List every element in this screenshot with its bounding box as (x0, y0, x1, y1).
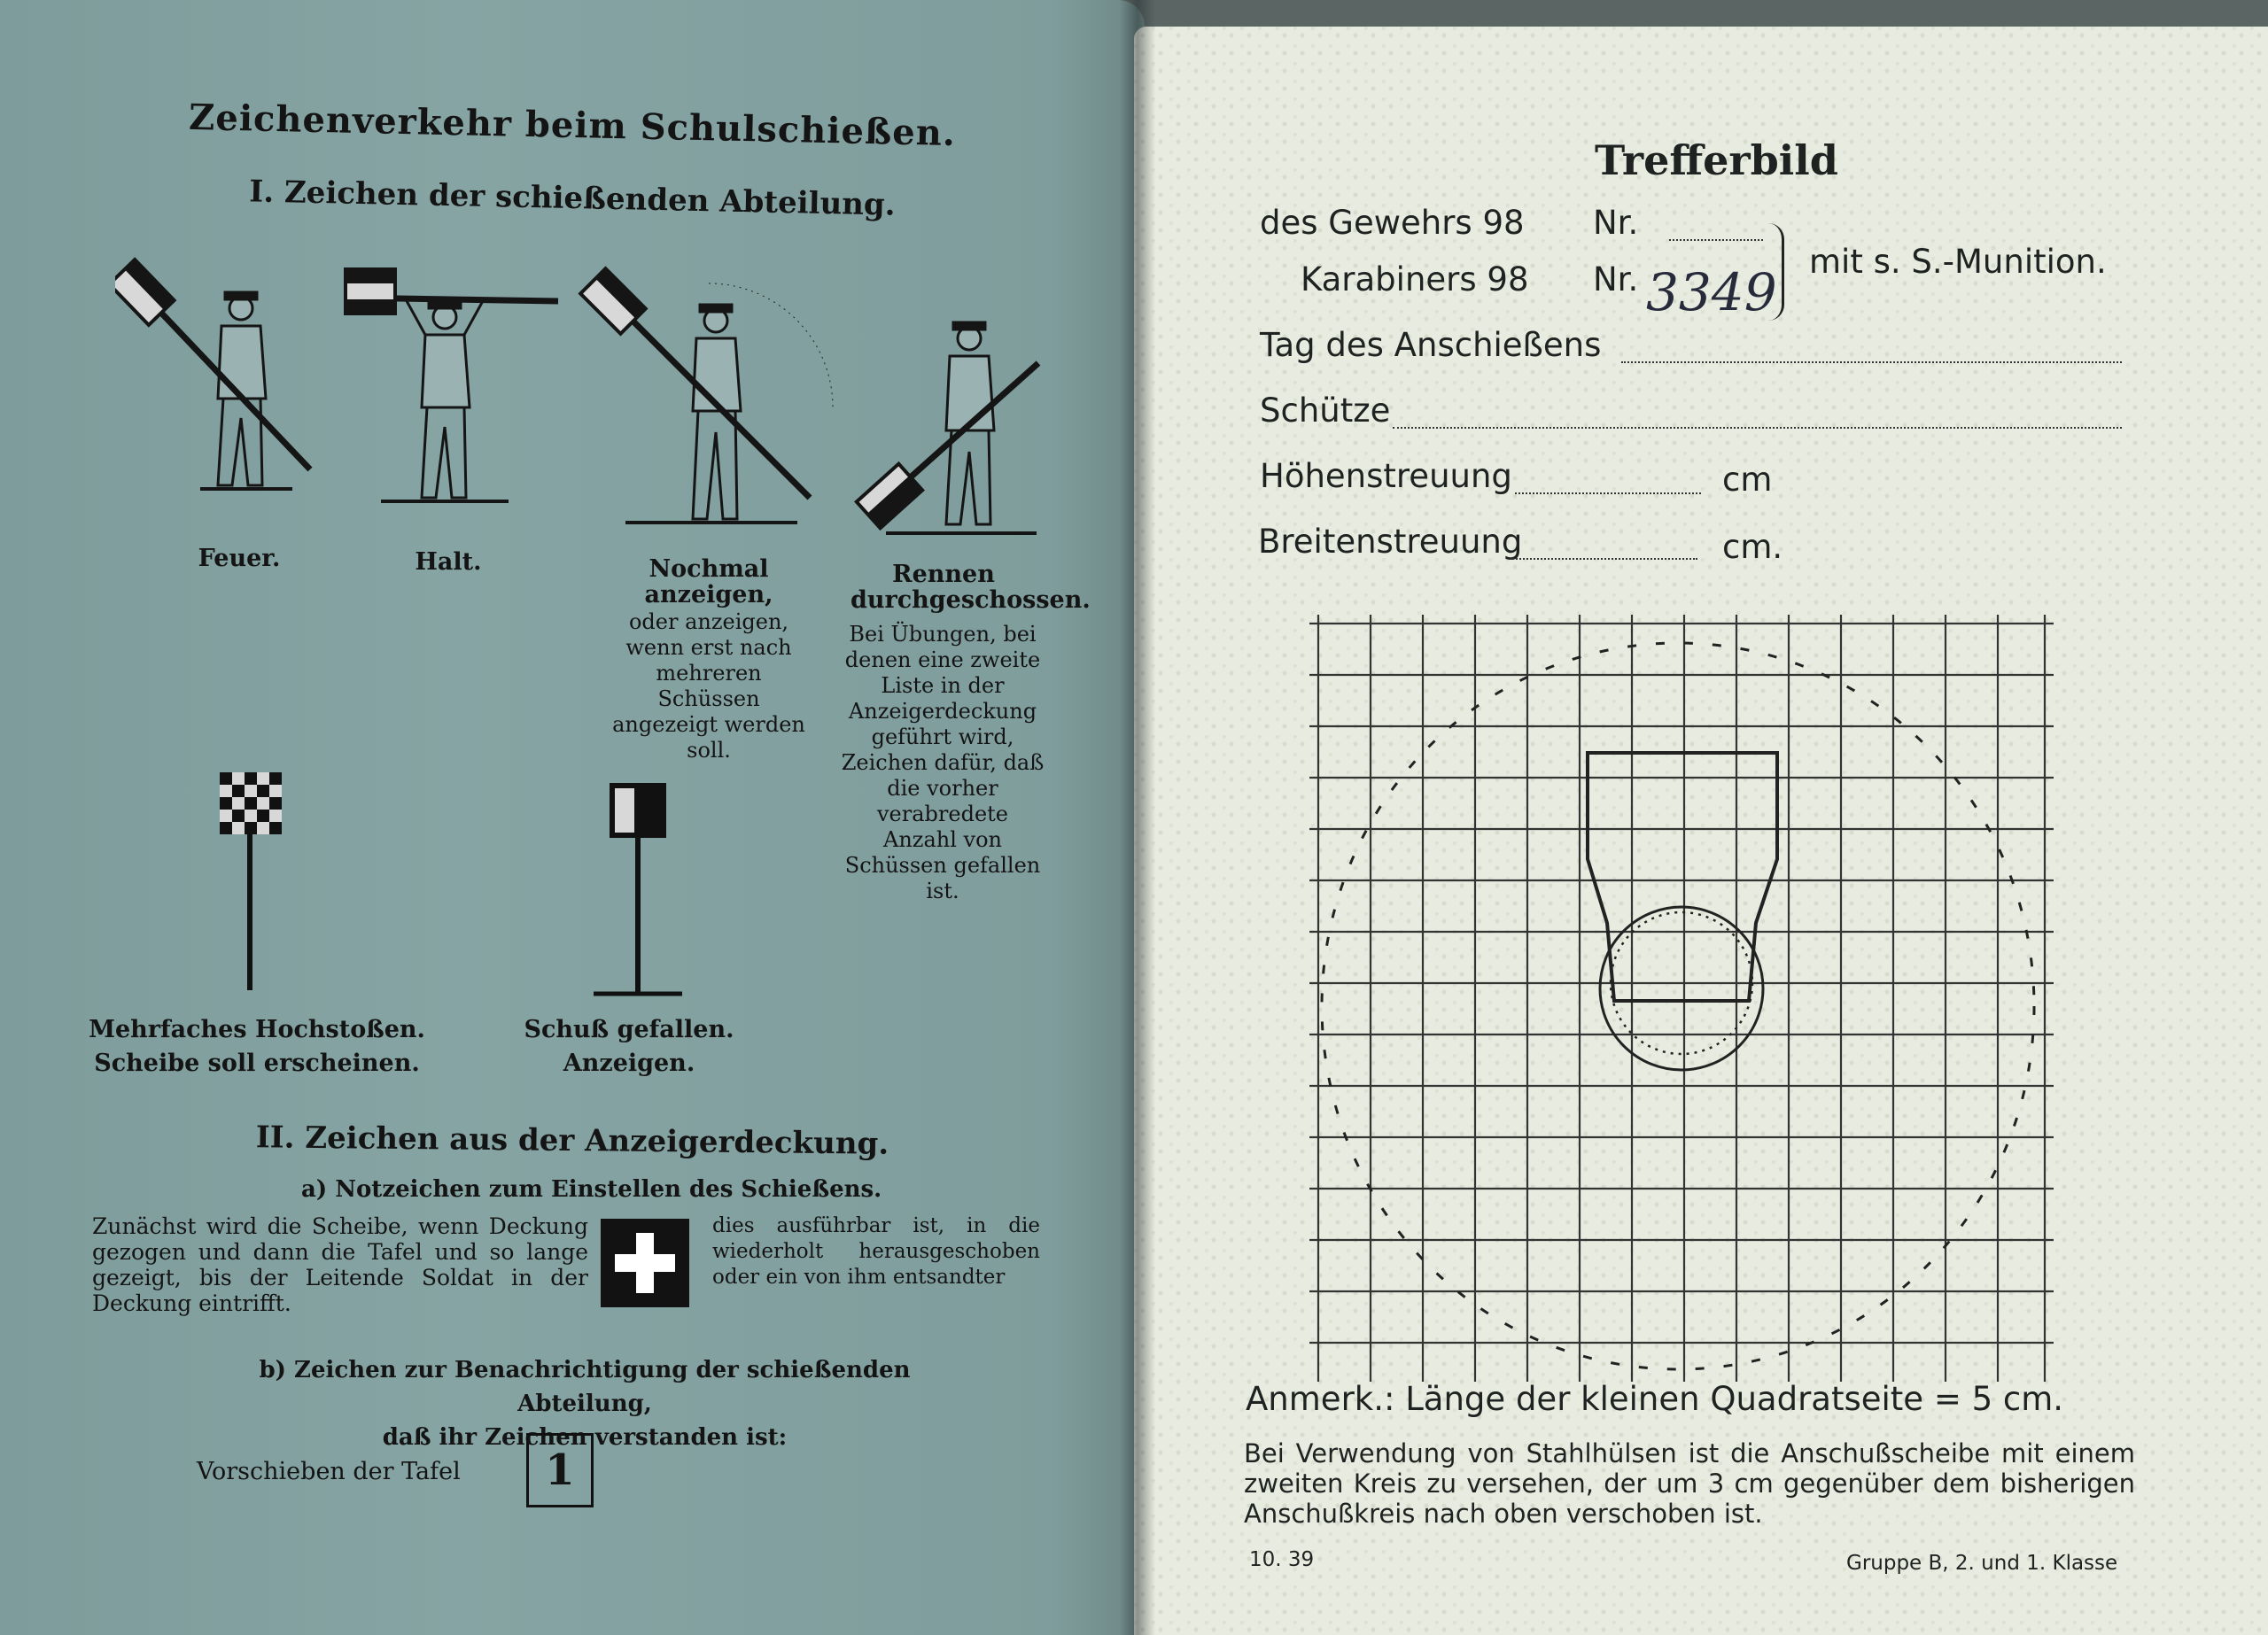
anmerkung: Anmerk.: Länge der kleinen Quadratseite = 5 cm. (1246, 1380, 2064, 1418)
signal-figure-rennen (850, 301, 1054, 549)
checkered-sign-icon (213, 769, 292, 999)
breitenstreuung-field (1510, 558, 1697, 560)
footer-gruppe: Gruppe B, 2. und 1. Klasse (1846, 1552, 2118, 1575)
sign-label-line: Anzeigen. (563, 1050, 695, 1077)
hoehenstreuung-label: Höhenstreuung (1260, 457, 1512, 495)
figure-label-nochmal: Nochmal anzeigen, (644, 555, 773, 608)
handwritten-number: 3349 (1646, 262, 1777, 322)
section-2a-text-left: Zunächst wird die Scheibe, wenn Deckung gezogen und dann die Tafel und so lange gezeigt, bis der Leitende Soldat in der Deckung eintrifft. (92, 1213, 588, 1316)
section-2b-line: b) Zeichen zur Benachrichtigung der schießenden Abteilung, (259, 1357, 911, 1417)
signal-figure-nochmal (576, 266, 850, 531)
figure-label-halt: Halt. (415, 548, 482, 576)
vorschieben-label: Vorschieben der Tafel (197, 1458, 461, 1485)
right-page (1134, 27, 2268, 1635)
karabiner-label: Karabiners 98 (1301, 260, 1529, 298)
figure-label-rennen: Rennen durchgeschossen. (850, 561, 1091, 614)
stahlhuelsen-note: Bei Verwendung von Stahlhülsen ist die Anschußscheibe mit einem zweiten Kreis zu versehen, der um 3 cm gegenüber dem bisherigen Anschußkreis nach oben verschoben ist. (1244, 1438, 2135, 1529)
section-2b-line: daß ihr Zeichen verstanden ist: (382, 1424, 788, 1451)
half-sign-icon (585, 776, 691, 1006)
unit-cm-1: cm (1722, 461, 1773, 499)
tag-field (1621, 361, 2122, 363)
page-title: Zeichenverkehr beim Schulschießen. (188, 96, 957, 155)
nr-label-2: Nr. (1593, 260, 1639, 298)
sign-label-line: Schuß gefallen. (524, 1016, 734, 1043)
sign-label-line: Mehrfaches Hochstoßen. (89, 1016, 425, 1043)
section-2a-text-right: dies ausführbar ist, in die wiederholt herausgeschoben oder ein von ihm entsandter (712, 1214, 1040, 1289)
figure-desc-nochmal: oder anzeigen, wenn erst nach mehreren Schüssen angezeigt werden soll. (612, 609, 805, 763)
section-2-title: II. Zeichen aus der Anzeigerdeckung. (255, 1120, 889, 1162)
schuetze-label: Schütze (1260, 391, 1391, 430)
sign-label-hochstossen (89, 1013, 425, 1081)
unit-cm-2: cm. (1722, 528, 1783, 566)
breitenstreuung-label: Breitenstreuung (1258, 523, 1523, 561)
section-1-title: I. Zeichen der schießenden Abteilung. (248, 174, 897, 223)
brace-icon (1768, 223, 1784, 321)
tag-label: Tag des Anschießens (1260, 326, 1602, 364)
cross-panel-icon (601, 1219, 689, 1307)
tafel-number-box: 1 (526, 1433, 594, 1507)
figure-label-feuer: Feuer. (198, 545, 281, 572)
signal-figure-feuer (115, 257, 328, 523)
form-title: Trefferbild (1595, 136, 1838, 184)
schuetze-field (1393, 427, 2122, 429)
nr-field-1 (1669, 239, 1763, 241)
section-2a-title: a) Notzeichen zum Einstellen des Schießens. (301, 1176, 882, 1203)
footer-date: 10. 39 (1249, 1548, 1315, 1571)
target-grid (1306, 593, 2059, 1391)
signal-figure-halt (337, 257, 567, 523)
nr-label-1: Nr. (1593, 204, 1639, 242)
hoehenstreuung-field (1515, 492, 1701, 494)
book-gutter (1120, 0, 1155, 1635)
sign-label-line: Scheibe soll erscheinen. (94, 1050, 420, 1077)
figure-desc-rennen: Bei Übungen, bei denen eine zweite Liste in der Anzeigerdeckung geführt wird, Zeichen dafür, daß die vorher verabredete Anzahl von Schüssen gefallen ist. (841, 622, 1045, 903)
munition-label: mit s. S.-Munition. (1809, 243, 2107, 281)
sign-label-schuss (496, 1013, 762, 1081)
gewehr-label: des Gewehrs 98 (1260, 204, 1525, 242)
